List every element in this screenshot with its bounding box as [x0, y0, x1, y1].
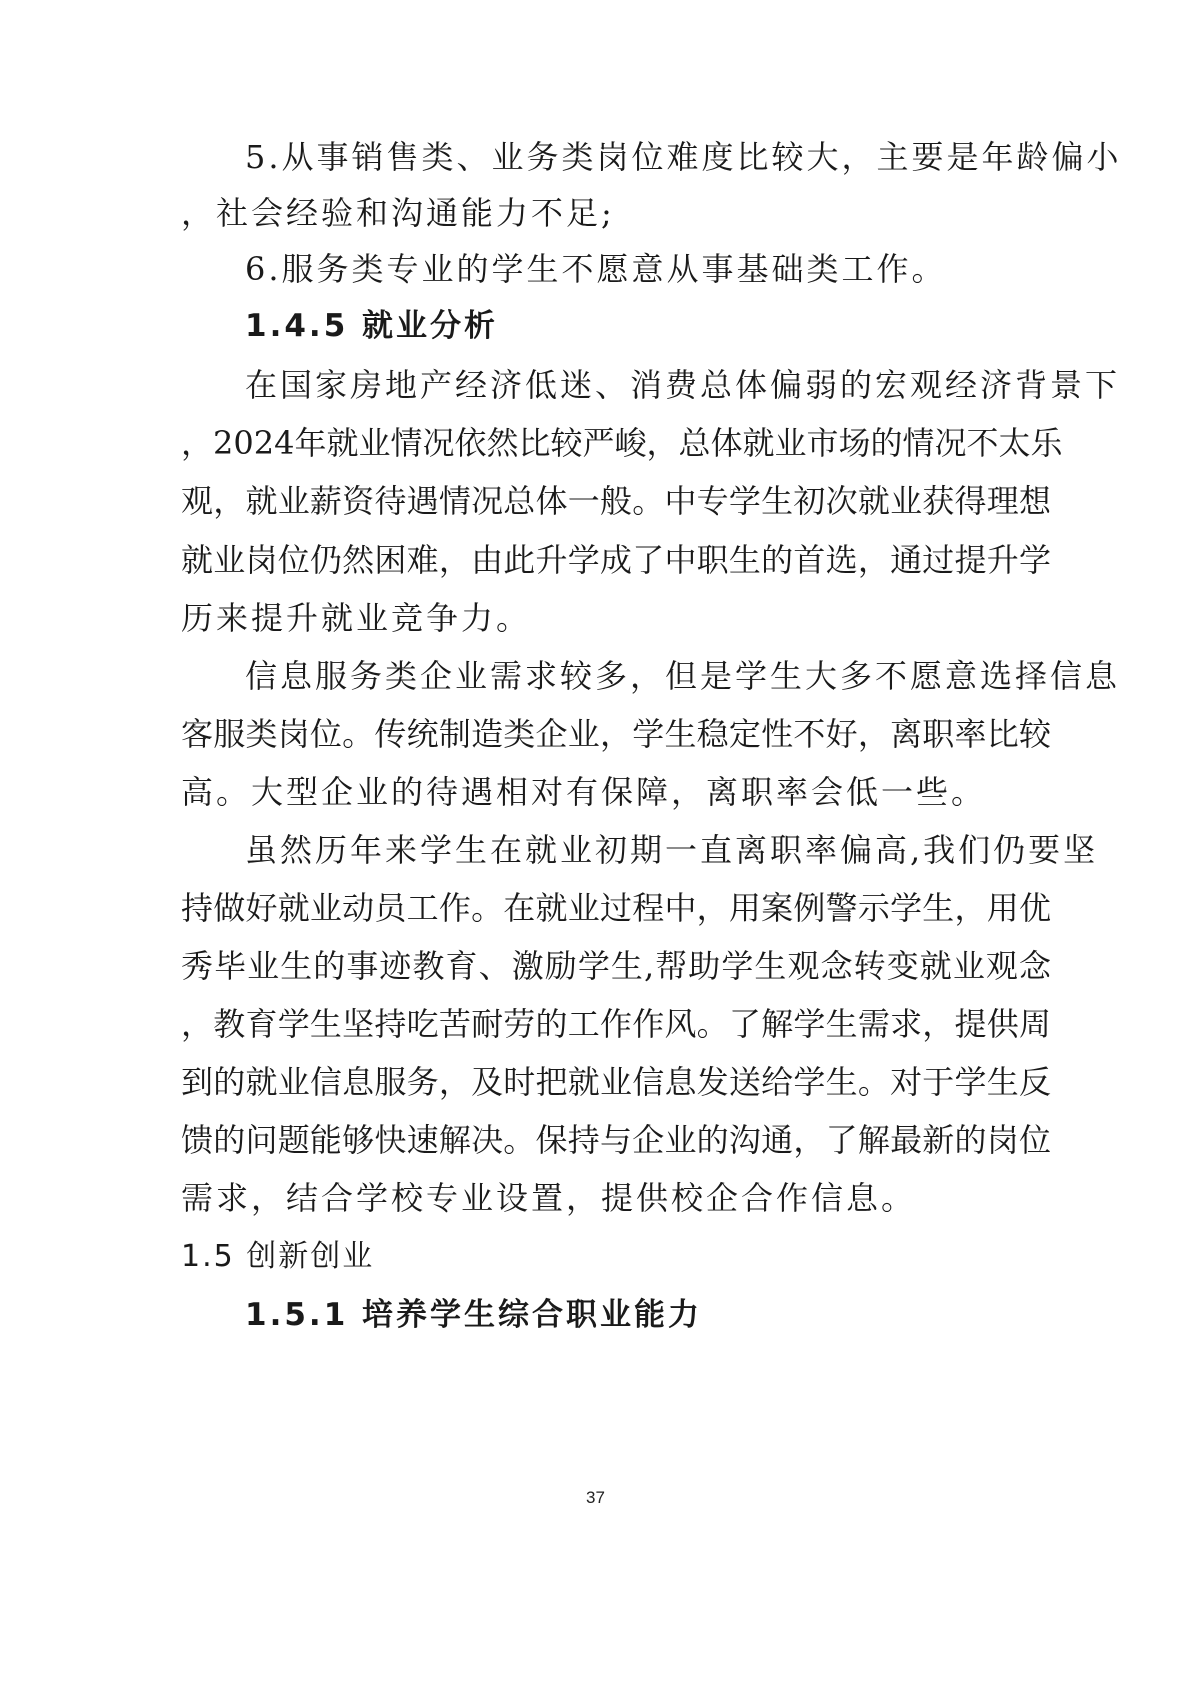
section-heading-1-5: 1.5 创新创业 — [181, 1239, 375, 1274]
paragraph-line: 就业岗位仍然困难，由此升学成了中职生的首选，通过提升学 — [181, 541, 1051, 579]
paragraph-line: 需求，结合学校专业设置，提供校企合作信息。 — [181, 1179, 917, 1217]
paragraph-line: 馈的问题能够快速解决。保持与企业的沟通，了解最新的岗位 — [181, 1121, 1051, 1159]
paragraph-line: 到的就业信息服务，及时把就业信息发送给学生。对于学生反 — [181, 1063, 1051, 1101]
paragraph-line: 5.从事销售类、业务类岗位难度比较大，主要是年龄偏小 — [245, 138, 1122, 176]
paragraph-line: 客服类岗位。传统制造类企业，学生稳定性不好，离职率比较 — [181, 715, 1051, 753]
section-heading-1-4-5: 1.4.5 就业分析 — [245, 308, 499, 344]
paragraph-line: ，2024年就业情况依然比较严峻，总体就业市场的情况不太乐 — [181, 424, 1063, 462]
paragraph-line: 信息服务类企业需求较多，但是学生大多不愿意选择信息 — [245, 657, 1121, 695]
paragraph-line: 高。大型企业的待遇相对有保障，离职率会低一些。 — [181, 773, 987, 811]
paragraph-line: 观，就业薪资待遇情况总体一般。中专学生初次就业获得理想 — [181, 482, 1051, 520]
paragraph-line: 持做好就业动员工作。在就业过程中，用案例警示学生，用优 — [181, 889, 1051, 927]
section-heading-1-5-1: 1.5.1 培养学生综合职业能力 — [245, 1297, 703, 1333]
paragraph-line: ，社会经验和沟通能力不足; — [181, 194, 615, 232]
paragraph-line: ，教育学生坚持吃苦耐劳的工作作风。了解学生需求，提供周 — [181, 1005, 1051, 1043]
paragraph-line: 秀毕业生的事迹教育、激励学生,帮助学生观念转变就业观念 — [181, 947, 1051, 985]
paragraph-line: 6.服务类专业的学生不愿意从事基础类工作。 — [245, 250, 947, 288]
paragraph-line: 在国家房地产经济低迷、消费总体偏弱的宏观经济背景下 — [245, 366, 1121, 404]
paragraph-line: 虽然历年来学生在就业初期一直离职率偏高,我们仍要坚 — [245, 831, 1099, 869]
page-number: 37 — [586, 1488, 605, 1507]
paragraph-line: 历来提升就业竞争力。 — [181, 599, 532, 637]
